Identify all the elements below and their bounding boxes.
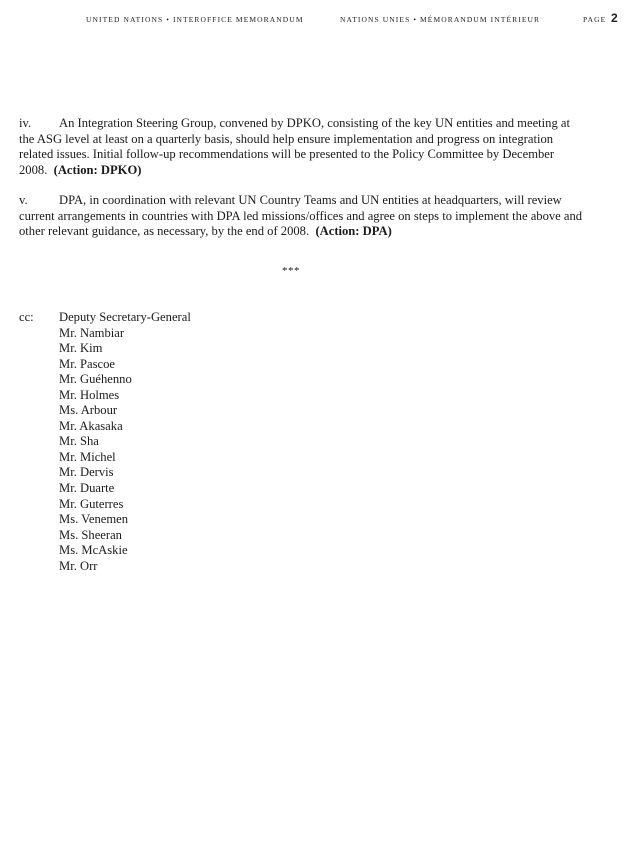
action-label: (Action: DPA) xyxy=(315,224,392,238)
cc-recipient: Ms. Venemen xyxy=(59,512,129,527)
cc-recipient: Mr. Duarte xyxy=(59,481,115,496)
cc-recipient: Ms. McAskie xyxy=(59,543,128,558)
cc-recipient: Mr. Orr xyxy=(59,558,98,573)
cc-recipient: Ms. Sheeran xyxy=(59,527,122,542)
paragraph-text: An Integration Steering Group, convened by DPKO, consisting of the key UN entities and meeting at the ASG level at least on a quarterly basis, should help ensure implementation and progress on integration related issues. Initial follow-up recommendations will be presented to the Policy Committee by December 2008. xyxy=(19,116,570,177)
cc-label: cc: xyxy=(19,310,34,324)
cc-recipient: Mr. Michel xyxy=(59,449,116,464)
paragraph-v xyxy=(19,193,585,240)
header-org-french: NATIONS UNIES • MÉMORANDUM INTÉRIEUR xyxy=(340,15,541,24)
header-org-english: UNITED NATIONS • INTEROFFICE MEMORANDUM xyxy=(86,15,304,24)
paragraph-text: DPA, in coordination with relevant UN Country Teams and UN entities at headquarters, will review current arrangements in countries with DPA led missions/offices and agree on steps to implement the above and other relevant guidance, as necessary, by the end of 2008. xyxy=(19,193,583,238)
cc-recipient: Mr. Guterres xyxy=(59,496,124,511)
cc-recipient: Mr. Holmes xyxy=(59,387,120,402)
cc-recipient: Deputy Secretary-General xyxy=(59,310,191,324)
cc-recipient: Mr. Kim xyxy=(59,341,103,356)
cc-recipient: Mr. Pascoe xyxy=(59,356,115,371)
cc-recipient: Mr. Sha xyxy=(59,434,99,449)
paragraph-number: v. xyxy=(19,193,28,207)
paragraph-number: iv. xyxy=(19,116,32,130)
section-separator: *** xyxy=(282,265,300,277)
cc-recipient: Mr. Nambiar xyxy=(59,325,125,340)
action-label: (Action: DPKO) xyxy=(53,162,142,177)
cc-recipient-list xyxy=(59,310,191,574)
page-label: PAGE xyxy=(583,15,607,24)
memo-header xyxy=(0,13,636,27)
cc-recipient: Mr. Dervis xyxy=(59,465,114,480)
page-number: 2 xyxy=(611,11,618,25)
cc-recipient: Mr. Guéhenno xyxy=(59,372,132,387)
cc-recipient: Ms. Arbour xyxy=(59,403,118,418)
cc-recipient: Mr. Akasaka xyxy=(59,418,123,433)
paragraph-iv xyxy=(19,116,585,178)
